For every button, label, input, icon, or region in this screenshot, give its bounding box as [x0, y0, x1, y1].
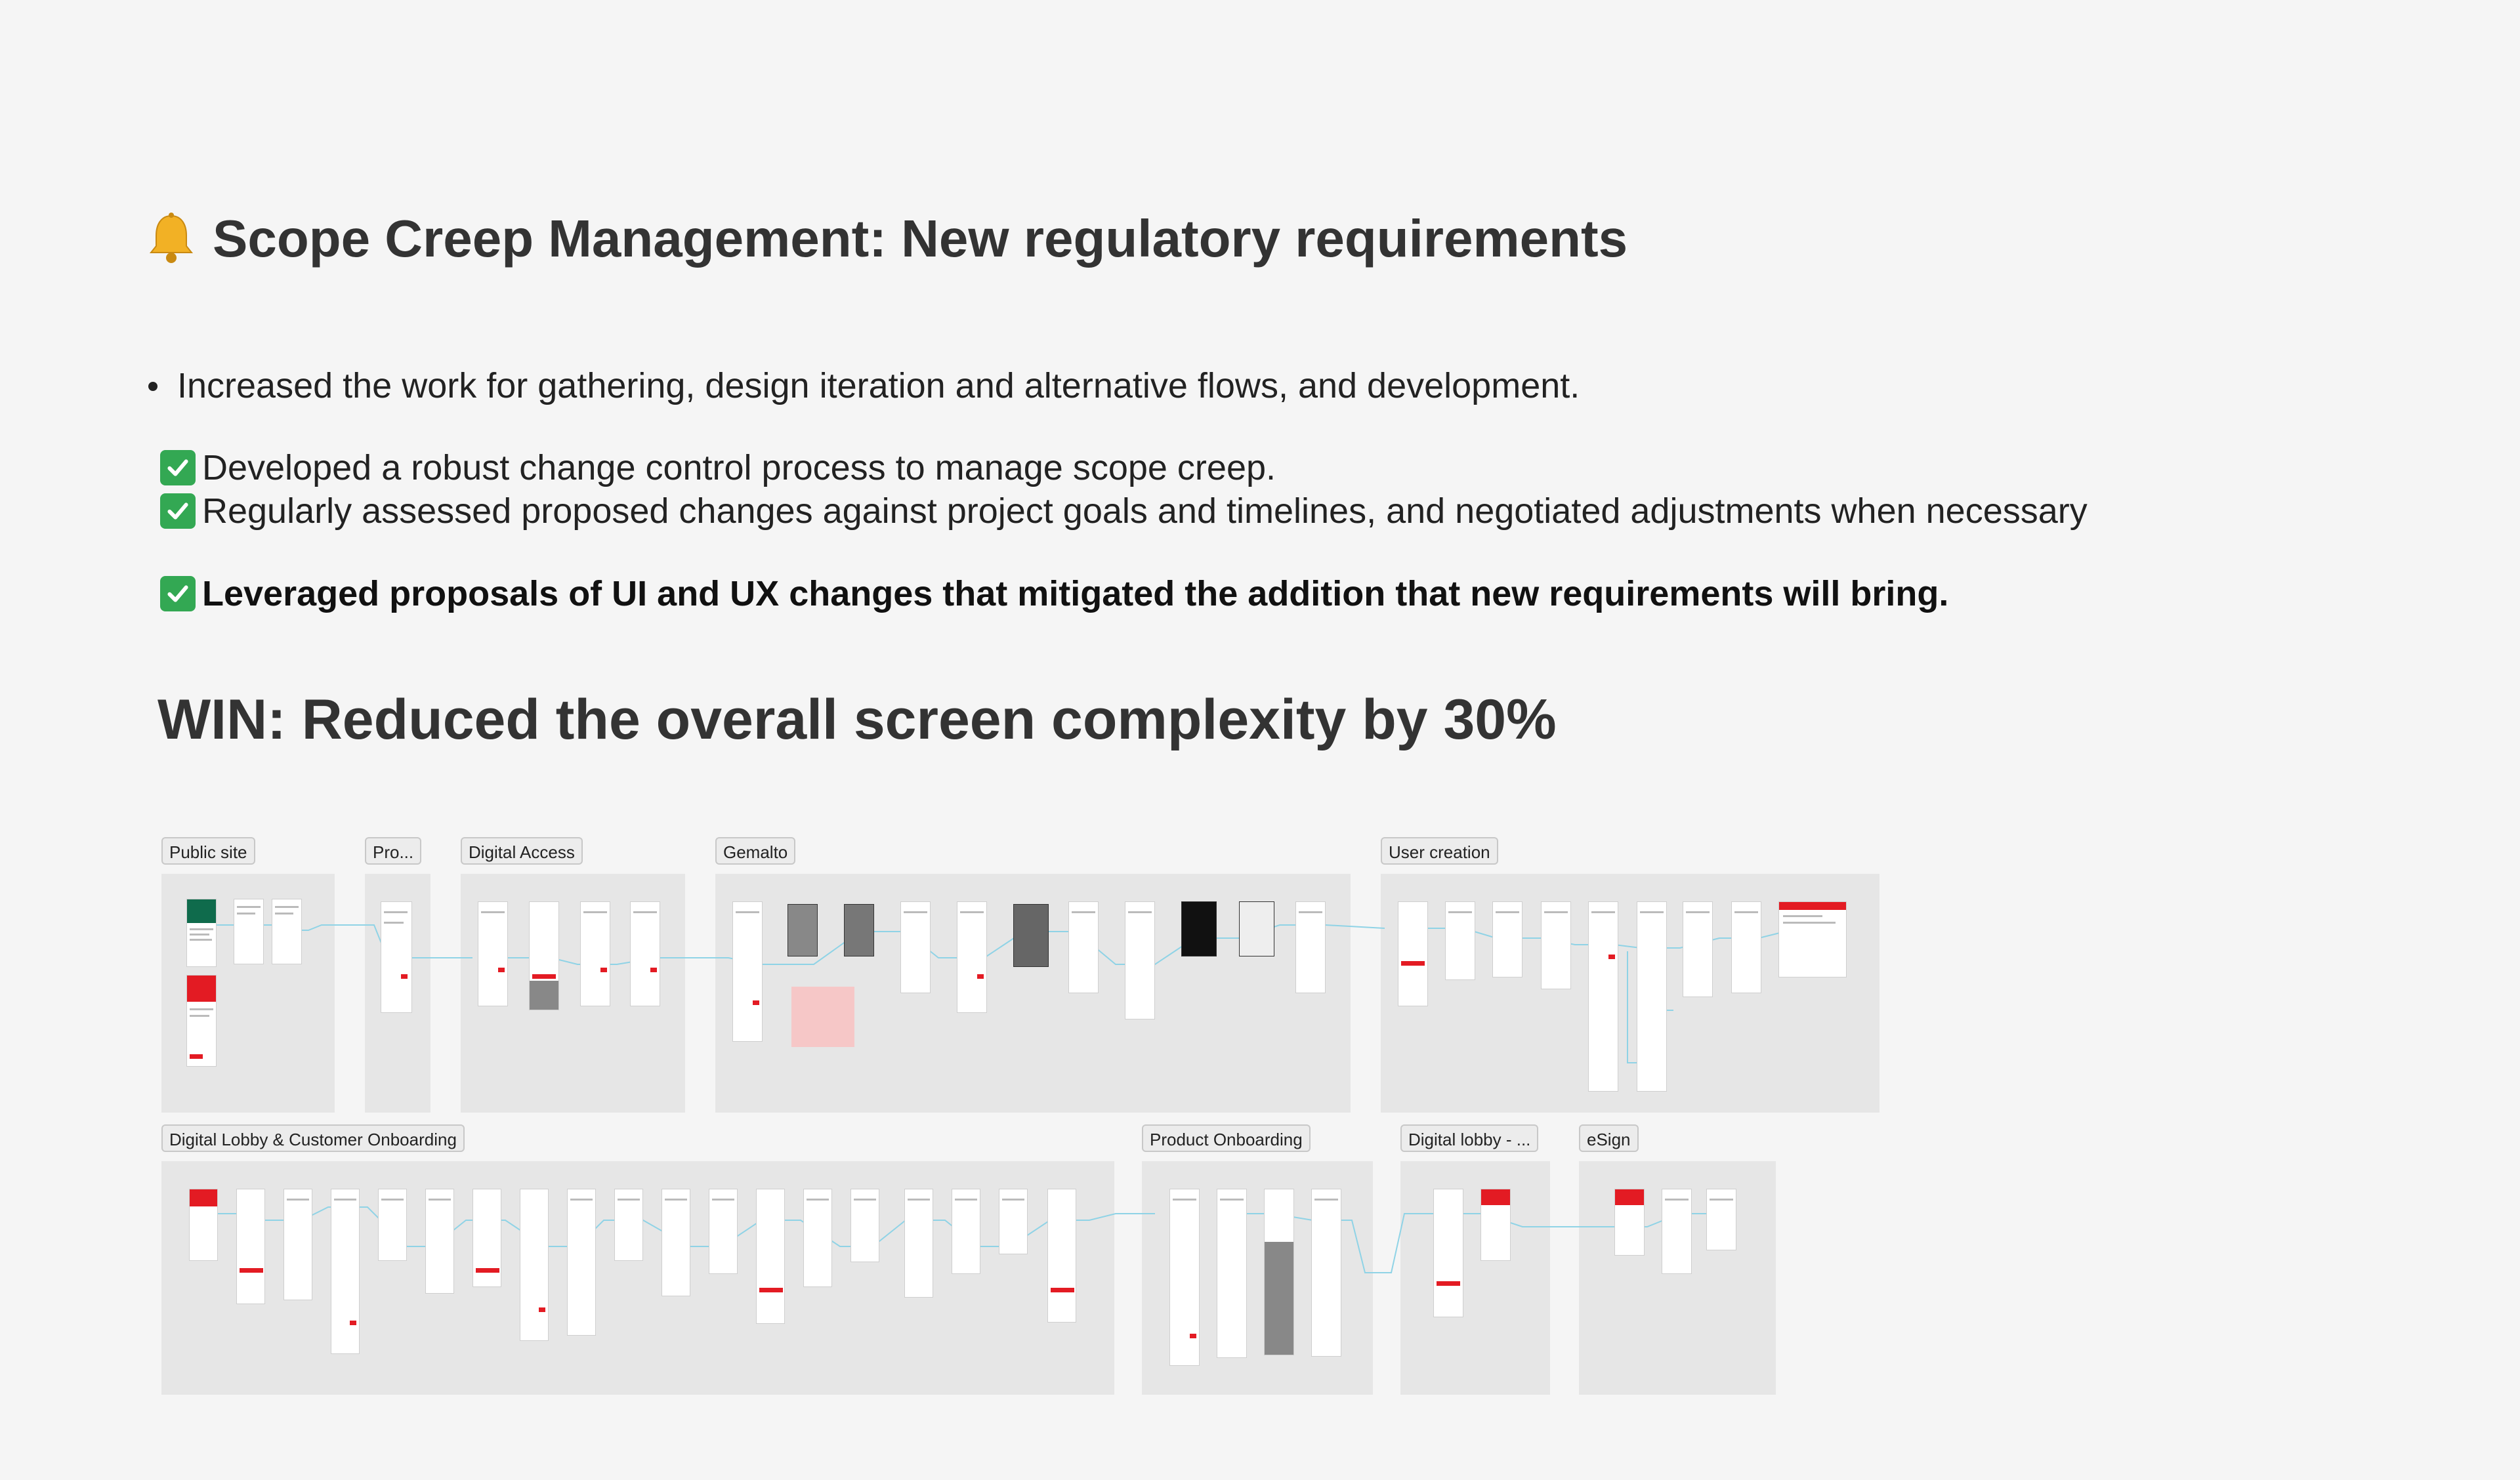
screen-thumbnail[interactable] [1295, 901, 1326, 993]
screen-thumbnail[interactable] [1683, 901, 1713, 997]
screen-thumbnail[interactable] [614, 1189, 643, 1261]
screen-thumbnail[interactable] [1433, 1189, 1463, 1317]
screen-thumbnail[interactable] [1047, 1189, 1076, 1323]
screen-thumbnail[interactable] [1706, 1189, 1736, 1250]
bullet-text: Increased the work for gathering, design iteration and alternative flows, and development. [177, 366, 1580, 405]
screen-thumbnail[interactable] [1398, 901, 1428, 1006]
section-label-digital-lobby-2[interactable]: Digital lobby - ... [1400, 1124, 1538, 1152]
screen-thumbnail[interactable] [331, 1189, 360, 1354]
camera-frame [844, 904, 874, 956]
screen-thumbnail[interactable] [478, 901, 508, 1006]
win-heading: WIN: Reduced the overall screen complexity by 30% [158, 688, 1557, 751]
screen-thumbnail[interactable] [957, 901, 987, 1013]
screen-thumbnail[interactable] [999, 1189, 1028, 1254]
screen-thumbnail[interactable] [189, 1189, 218, 1261]
screen-thumbnail[interactable] [630, 901, 660, 1006]
screen-thumbnail[interactable] [900, 901, 931, 993]
screen-thumbnail[interactable] [272, 899, 302, 964]
screen-thumbnail[interactable] [756, 1189, 785, 1324]
screen-thumbnail[interactable] [520, 1189, 549, 1341]
camera-frame [788, 904, 818, 956]
screen-thumbnail[interactable] [732, 901, 763, 1042]
check-text: Developed a robust change control process to manage scope creep. [202, 448, 1276, 487]
screen-thumbnail[interactable] [1731, 901, 1761, 993]
check-text: Regularly assessed proposed changes against project goals and timelines, and negotiated adjustments when necessary [202, 491, 2088, 531]
section-label-product-onboarding[interactable]: Product Onboarding [1142, 1124, 1311, 1152]
screen-thumbnail[interactable] [529, 901, 559, 1010]
screen-thumbnail[interactable] [1264, 1189, 1294, 1355]
camera-frame [1013, 904, 1049, 967]
screen-thumbnail[interactable] [567, 1189, 596, 1336]
screen-thumbnail[interactable] [472, 1189, 501, 1287]
screen-thumbnail[interactable] [236, 1189, 265, 1304]
check-mark-icon [160, 450, 196, 485]
check-item [160, 489, 2088, 533]
section-label-pro[interactable]: Pro... [365, 837, 421, 865]
section-panel-digital-lobby-2[interactable] [1400, 1161, 1550, 1395]
screen-thumbnail[interactable] [284, 1189, 312, 1300]
screen-thumbnail[interactable] [1492, 901, 1522, 977]
screen-thumbnail[interactable] [1778, 901, 1847, 977]
section-label-gemalto[interactable]: Gemalto [715, 837, 795, 865]
camera-frame [1239, 901, 1274, 956]
screen-thumbnail[interactable] [425, 1189, 454, 1294]
annotation-note [791, 987, 854, 1047]
screen-thumbnail[interactable] [850, 1189, 879, 1262]
screen-thumbnail[interactable] [1125, 901, 1155, 1019]
check-item [160, 446, 1276, 489]
check-mark-icon [160, 493, 196, 529]
screen-thumbnail[interactable] [1068, 901, 1099, 993]
screen-thumbnail[interactable] [1217, 1189, 1247, 1358]
screen-thumbnail[interactable] [580, 901, 610, 1006]
screen-thumbnail[interactable] [1480, 1189, 1511, 1261]
screen-thumbnail[interactable] [1588, 901, 1618, 1092]
screen-thumbnail[interactable] [904, 1189, 933, 1298]
screen-thumbnail[interactable] [1445, 901, 1475, 980]
check-item [160, 572, 1948, 615]
bullet-dot [148, 382, 158, 391]
screen-thumbnail[interactable] [381, 901, 412, 1013]
screen-thumbnail[interactable] [662, 1189, 690, 1296]
check-text: Leveraged proposals of UI and UX changes that mitigated the addition that new requirements will bring. [202, 574, 1949, 613]
screen-thumbnail[interactable] [1541, 901, 1571, 989]
section-label-digital-access[interactable]: Digital Access [461, 837, 583, 865]
check-mark-icon [160, 576, 196, 611]
list-item [177, 360, 1580, 412]
screen-thumbnail[interactable] [1311, 1189, 1341, 1357]
screen-thumbnail[interactable] [1169, 1189, 1200, 1366]
section-label-digital-lobby[interactable]: Digital Lobby & Customer Onboarding [161, 1124, 465, 1152]
screen-thumbnail[interactable] [1637, 901, 1667, 1092]
screen-thumbnail[interactable] [709, 1189, 738, 1274]
bullet-list [177, 360, 1580, 412]
screen-thumbnail[interactable] [378, 1189, 407, 1261]
screen-thumbnail[interactable] [1614, 1189, 1645, 1256]
screen-thumbnail[interactable] [803, 1189, 832, 1287]
section-label-esign[interactable]: eSign [1579, 1124, 1639, 1152]
page-title-text: Scope Creep Management: New regulatory requirements [213, 209, 1628, 268]
page-title [143, 209, 1628, 269]
screen-thumbnail[interactable] [1662, 1189, 1692, 1274]
screen-thumbnail[interactable] [234, 899, 264, 964]
section-label-user-creation[interactable]: User creation [1381, 837, 1498, 865]
bell-icon [143, 211, 200, 267]
screen-thumbnail[interactable] [952, 1189, 980, 1274]
screen-thumbnail[interactable] [186, 899, 217, 967]
camera-frame [1181, 901, 1217, 956]
section-label-public-site[interactable]: Public site [161, 837, 255, 865]
screen-thumbnail[interactable] [186, 975, 217, 1067]
